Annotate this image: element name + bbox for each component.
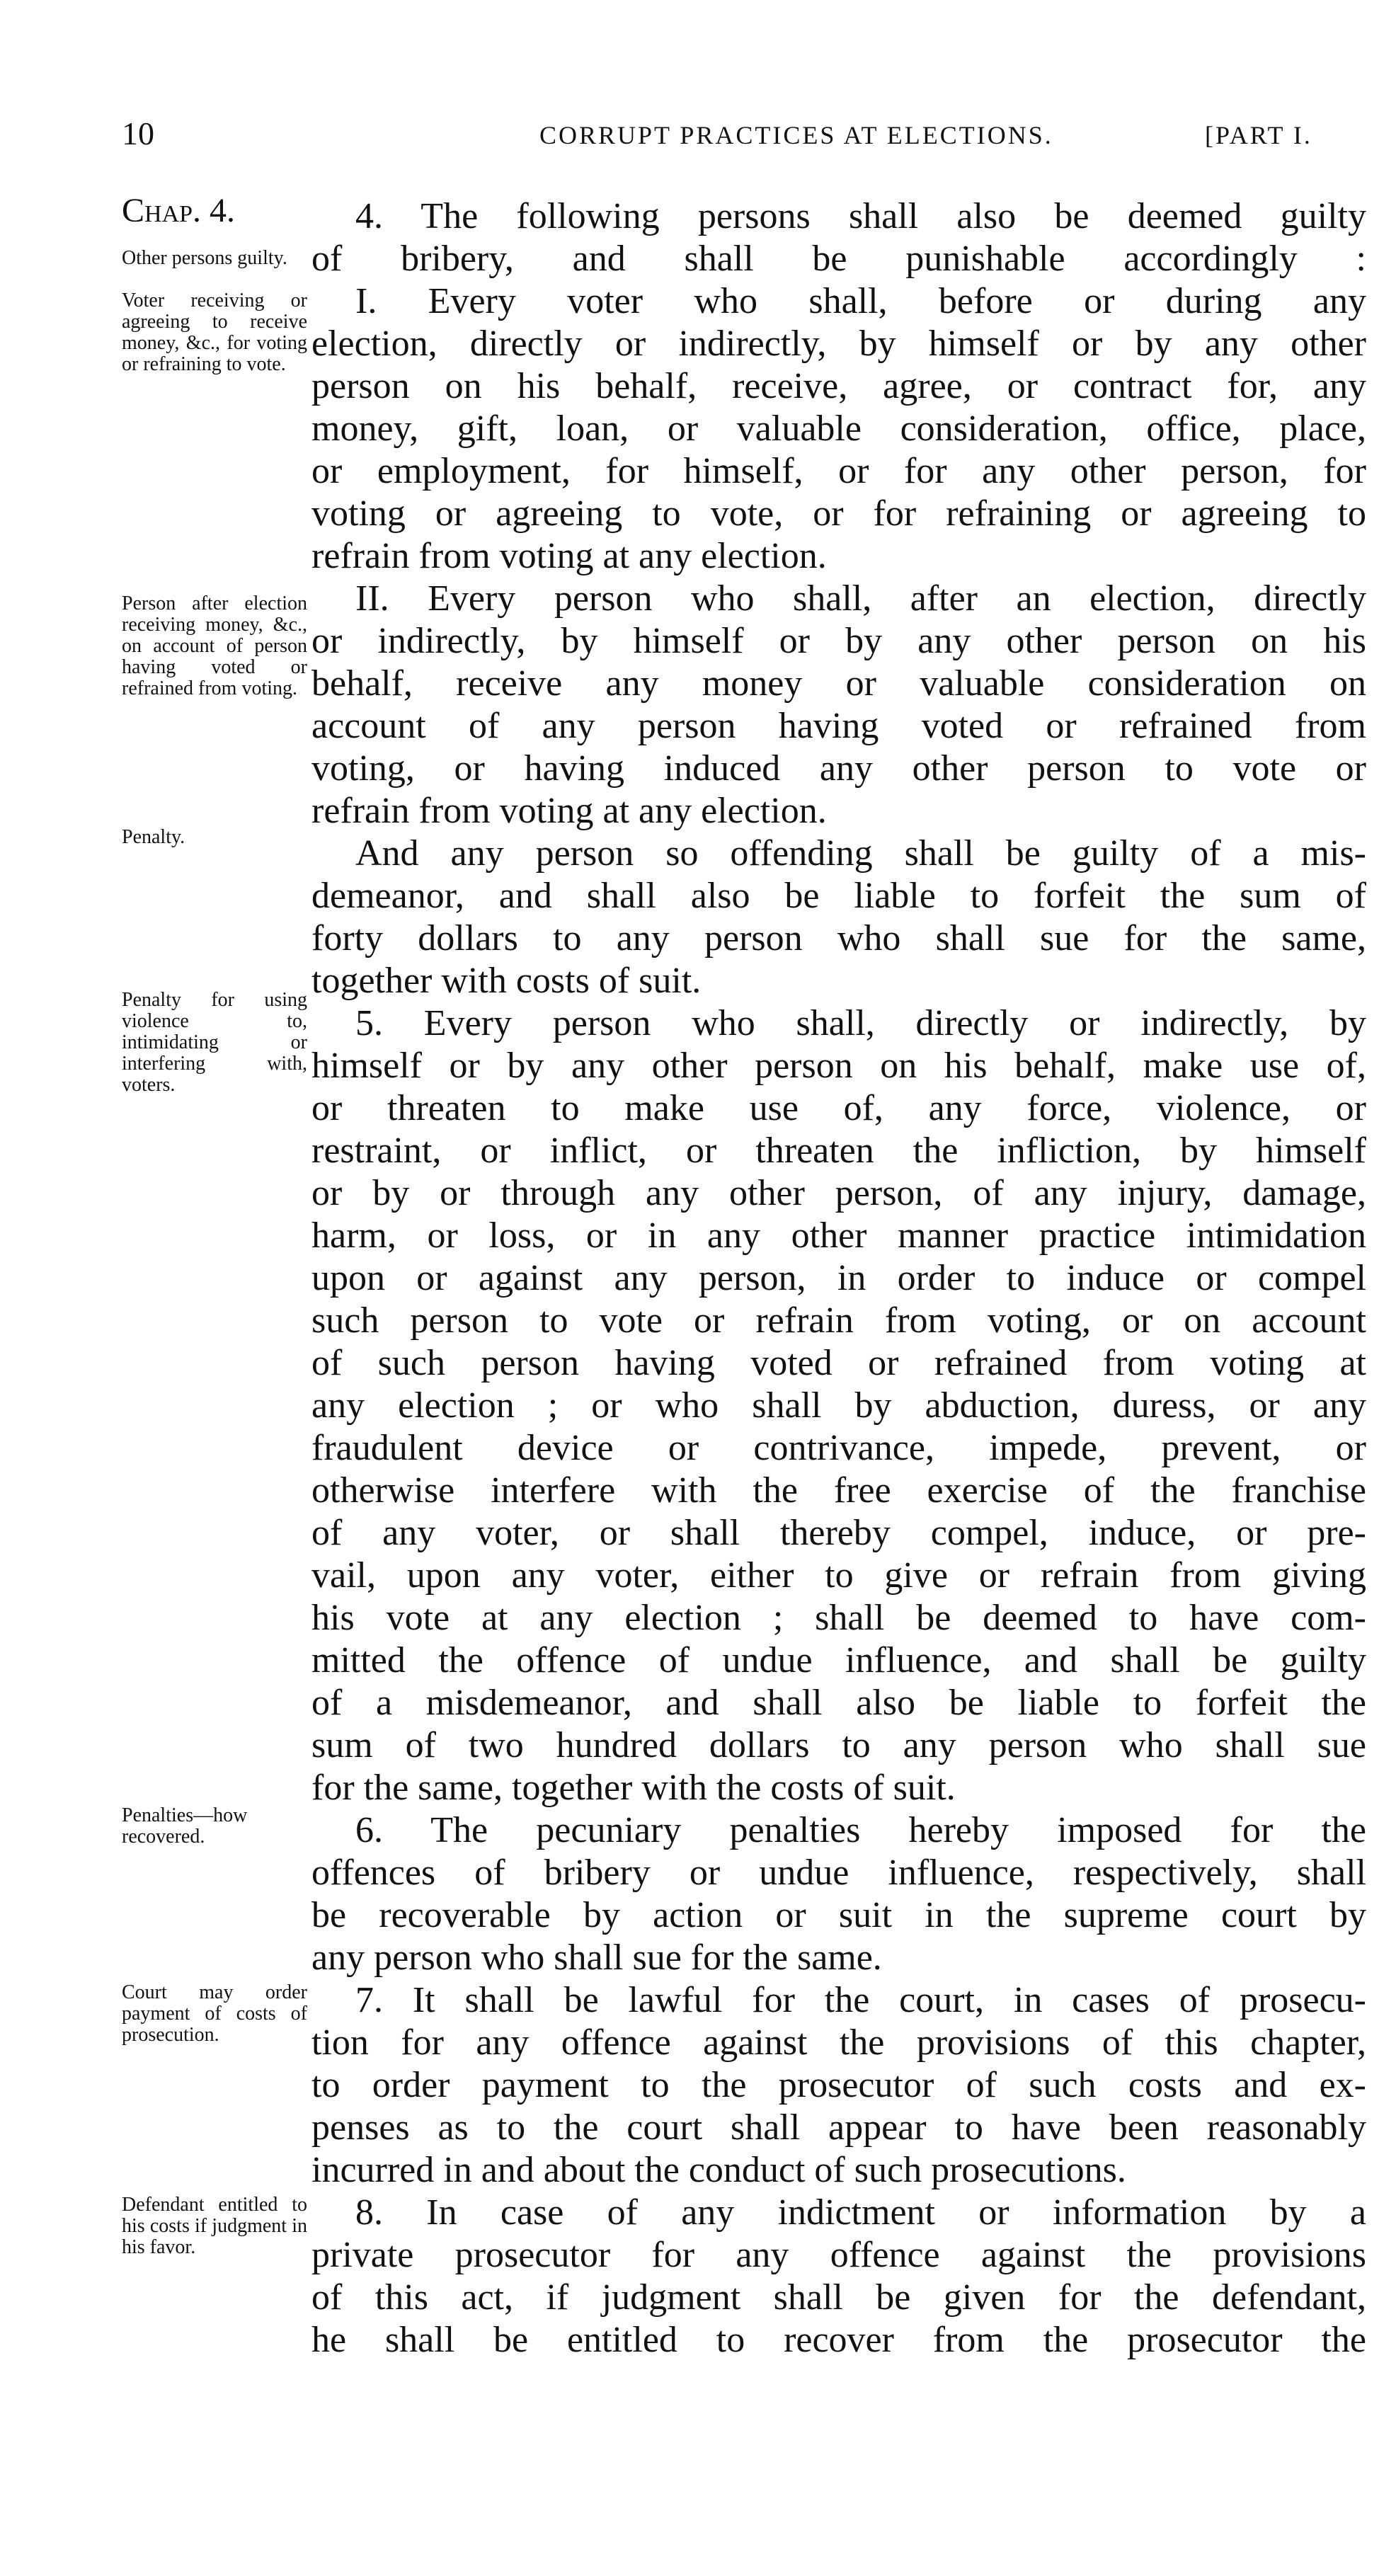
page-number: 10: [122, 115, 154, 151]
margin-note: Penalty for using violence to, intimidating or interfering with, voters.: [122, 989, 307, 1096]
part-label: [PART I.: [1205, 121, 1312, 149]
running-title: CORRUPT PRACTICES AT ELECTIONS.: [539, 121, 1053, 149]
text-line: of bribery, and shall be punishable accordingly :: [311, 239, 1366, 279]
text-line: upon or against any person, in order to induce or compel: [311, 1258, 1366, 1298]
margin-note: Court may order payment of costs of prosecution.: [122, 1981, 307, 2046]
text-line: be recoverable by action or suit in the supreme court by: [311, 1895, 1366, 1935]
text-line: demeanor, and shall also be liable to forfeit the sum of: [311, 876, 1366, 916]
margin-note: Voter receiving or agreeing to receive money, &c., for voting or refraining to vote.: [122, 290, 307, 375]
chapter-label: Chap. 4.: [122, 192, 236, 229]
text-line: to order payment to the prosecutor of such costs and ex-: [311, 2065, 1366, 2105]
text-line: private prosecutor for any offence against the provisions: [311, 2235, 1366, 2275]
text-line: refrain from voting at any election.: [311, 536, 827, 576]
text-line: or indirectly, by himself or by any other person on his: [311, 621, 1366, 661]
text-line: of such person having voted or refrained from voting at: [311, 1343, 1366, 1383]
text-line: 4. The following persons shall also be deemed guilty: [355, 196, 1366, 236]
text-line: I. Every voter who shall, before or during any: [355, 281, 1366, 321]
text-line: or by or through any other person, of any injury, damage,: [311, 1173, 1366, 1213]
text-line: refrain from voting at any election.: [311, 791, 827, 831]
text-line: voting, or having induced any other person to vote or: [311, 748, 1366, 789]
text-line: election, directly or indirectly, by himself or by any other: [311, 324, 1366, 364]
text-line: money, gift, loan, or valuable consideration, office, place,: [311, 408, 1366, 449]
text-line: any election ; or who shall by abduction, duress, or any: [311, 1385, 1366, 1426]
text-line: 8. In case of any indictment or information by a: [355, 2192, 1366, 2233]
text-line: tion for any offence against the provisions of this chapter,: [311, 2022, 1366, 2063]
margin-note: Other persons guilty.: [122, 247, 287, 269]
text-line: fraudulent device or contrivance, impede, prevent, or: [311, 1428, 1366, 1468]
text-line: or employment, for himself, or for any other person, for: [311, 451, 1366, 491]
text-line: 6. The pecuniary penalties hereby imposed for the: [355, 1810, 1366, 1850]
text-line: or threaten to make use of, any force, violence, or: [311, 1088, 1366, 1128]
text-line: any person who shall sue for the same.: [311, 1937, 882, 1978]
body-text: [311, 195, 1366, 2362]
text-line: together with costs of suit.: [311, 961, 702, 1001]
text-line: otherwise interfere with the free exercise of the franchise: [311, 1470, 1366, 1511]
text-line: such person to vote or refrain from voting, or on account: [311, 1300, 1366, 1341]
text-line: behalf, receive any money or valuable consideration on: [311, 663, 1366, 704]
text-line: offences of bribery or undue influence, respectively, shall: [311, 1853, 1366, 1893]
text-line: of a misdemeanor, and shall also be liable to forfeit the: [311, 1683, 1366, 1723]
text-line: of any voter, or shall thereby compel, induce, or pre-: [311, 1513, 1366, 1553]
margin-note: Person after election receiving money, &c., on account of person having voted or refrained from voting.: [122, 593, 307, 699]
text-line: his vote at any election ; shall be deemed to have com-: [311, 1598, 1366, 1638]
text-line: II. Every person who shall, after an election, directly: [355, 578, 1366, 619]
text-line: person on his behalf, receive, agree, or contract for, any: [311, 366, 1366, 406]
running-head: [122, 115, 1354, 157]
text-line: forty dollars to any person who shall sue for the same,: [311, 918, 1366, 958]
text-line: account of any person having voted or refrained from: [311, 706, 1366, 746]
text-line: sum of two hundred dollars to any person who shall sue: [311, 1725, 1366, 1765]
text-line: harm, or loss, or in any other manner practice intimidation: [311, 1215, 1366, 1256]
text-line: restraint, or inflict, or threaten the infliction, by himself: [311, 1130, 1366, 1171]
text-line: voting or agreeing to vote, or for refraining or agreeing to: [311, 493, 1366, 534]
text-line: incurred in and about the conduct of such prosecutions.: [311, 2150, 1126, 2190]
text-line: himself or by any other person on his behalf, make use of,: [311, 1046, 1366, 1086]
text-line: And any person so offending shall be guilty of a mis-: [355, 833, 1366, 874]
text-line: of this act, if judgment shall be given for the defendant,: [311, 2277, 1366, 2318]
text-line: 7. It shall be lawful for the court, in cases of prosecu-: [355, 1980, 1366, 2020]
text-line: he shall be entitled to recover from the prosecutor the: [311, 2320, 1366, 2360]
text-line: vail, upon any voter, either to give or refrain from giving: [311, 1555, 1366, 1596]
text-line: 5. Every person who shall, directly or indirectly, by: [355, 1003, 1366, 1043]
margin-note: Penalties—how recovered.: [122, 1804, 248, 1848]
text-line: mitted the offence of undue influence, and shall be guilty: [311, 1640, 1366, 1681]
margin-note: Penalty.: [122, 826, 185, 848]
margin-note: Defendant entitled to his costs if judgment in his favor.: [122, 2194, 307, 2258]
text-line: for the same, together with the costs of suit.: [311, 1768, 956, 1808]
text-line: penses as to the court shall appear to have been reasonably: [311, 2107, 1366, 2148]
